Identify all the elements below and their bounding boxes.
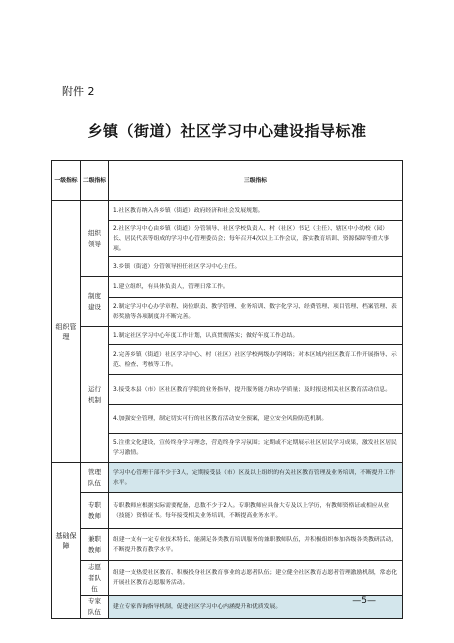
level3-cell: 4.加强安全管理，制定切实可行的社区教育活动安全预案，建立安全风险防范机制。 <box>109 405 403 434</box>
level3-cell: 组建一支有一定专业技术特长、能满足各类教育培训服务的兼职教师队伍，并积极组织参加各级各类教研活动，不断提升教育教学水平。 <box>109 529 403 561</box>
table-row <box>52 596 403 619</box>
level3-cell: 学习中心管理干部不少于3人，定期接受县（市）区及以上组织的有关社区教育管理及业务培训，不断提升工作水平。 <box>109 463 403 493</box>
level1-cell: 基础保障 <box>52 463 81 619</box>
table-row <box>52 277 403 298</box>
level2-cell: 专家队伍 <box>81 596 109 619</box>
table-row <box>52 493 403 529</box>
level3-cell: 2.社区学习中心由乡镇（街道）分管领导、社区学校负责人、村（社区）书记（主任）、辖区中小幼校（园）长、居民代表等组成的学习中心管理委员会；每年召开4次以上工作会议，落实教育培训、资源保障等重大事项。 <box>109 221 403 257</box>
level3-cell: 2.完善乡镇（街道）社区学习中心、村（社区）社区学校两级办学网络；对本区域内社区教育工作开展指导、示范、检查、考核等工作。 <box>109 345 403 375</box>
level3-cell: 5.注重文化建设，宣传终身学习理念，营造终身学习氛围；定期或不定期展示社区居民学习成果，激发社区居民学习激情。 <box>109 434 403 463</box>
page-number: —5— <box>352 596 376 606</box>
level3-cell: 专职教师应根据实际需要配备，总数不少于2人。专职教师应具备大专及以上学历，有教师资格证或相应从业（技能）资格证书。每年接受相关业务培训，不断提高业务水平。 <box>109 493 403 529</box>
level1-cell: 组织管理 <box>52 201 81 463</box>
level2-cell: 兼职教师 <box>81 529 109 561</box>
level3-cell: 1.制定社区学习中心年度工作计划，认真贯彻落实；做好年度工作总结。 <box>109 327 403 345</box>
document-title: 乡镇（街道）社区学习中心建设指导标准 <box>87 122 367 140</box>
level2-cell: 组织领导 <box>81 201 109 277</box>
level3-cell: 1.社区教育纳入各乡镇（街道）政府经济和社会发展规划。 <box>109 201 403 221</box>
header-level2: 二级指标 <box>81 161 109 201</box>
header-level1: 一级指标 <box>52 161 81 201</box>
level2-cell: 志愿者队伍 <box>81 561 109 596</box>
table-row <box>52 463 403 493</box>
table-row <box>52 529 403 561</box>
level3-cell: 建立专家咨询指导机制，促进社区学习中心内涵提升和优质发展。 <box>109 596 403 619</box>
level3-cell: 3.乡镇（街道）分管领导担任社区学习中心主任。 <box>109 257 403 277</box>
level3-cell: 组建一支热爱社区教育、积极投身社区教育事业的志愿者队伍；建立健全社区教育志愿者管理激励机制，常态化开展社区教育志愿服务活动。 <box>109 561 403 596</box>
level2-cell: 专职教师 <box>81 493 109 529</box>
table-row <box>52 201 403 221</box>
level2-cell: 制度建设 <box>81 277 109 327</box>
header-level3: 三级指标 <box>109 161 403 201</box>
level3-cell: 1.建立组织，有具体负责人，管理日常工作。 <box>109 277 403 298</box>
table-row <box>52 561 403 596</box>
table-row <box>52 327 403 345</box>
standards-table <box>51 160 403 619</box>
level2-cell: 管理队伍 <box>81 463 109 493</box>
level2-cell: 运行机制 <box>81 327 109 463</box>
level3-cell: 3.接受本县（市）区社区教育学院的业务指导，提升服务能力和办学质量；及时报送相关社区教育活动信息。 <box>109 375 403 405</box>
attachment-label: 附件 2 <box>62 85 95 98</box>
level3-cell: 2.制定学习中心办学章程、岗位职责、教学管理、业务培训、数字化学习、经费管理、项目管理、档案管理、表彰奖励等各项制度并不断完善。 <box>109 298 403 327</box>
